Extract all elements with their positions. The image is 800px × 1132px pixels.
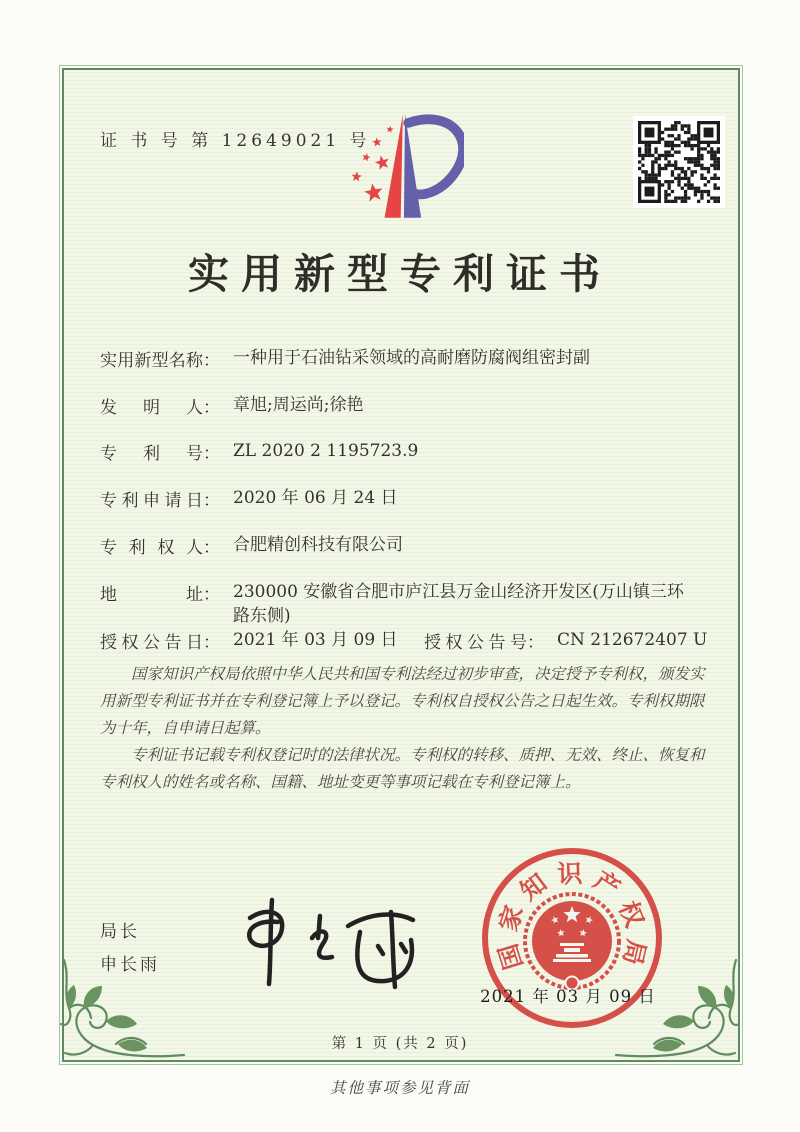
svg-text:识: 识 — [556, 859, 583, 889]
field-value: 230000 安徽省合肥市庐江县万金山经济开发区(万山镇三环路东侧) — [233, 582, 684, 626]
field-label: 实用新型名称 — [100, 351, 203, 371]
legal-text — [100, 661, 712, 796]
svg-text:知: 知 — [514, 867, 553, 907]
field-value: 一种用于石油钻采领域的高耐磨防腐阀组密封副 — [233, 348, 590, 368]
certificate-title: 实用新型专利证书 — [188, 250, 612, 298]
officer-title: 局长 — [100, 922, 140, 942]
seal-date: 2021 年 03 月 09 日 — [480, 987, 656, 1006]
field-row-address — [100, 580, 720, 628]
field-label: 专利号 — [100, 444, 203, 464]
officer-block — [100, 916, 160, 982]
grant-date-value: 2021 年 03 月 09 日 — [233, 630, 398, 650]
field-row-name — [100, 346, 720, 371]
cnipa-logo-icon — [346, 110, 464, 222]
field-label: 地址 — [100, 585, 203, 605]
field-colon: ： — [203, 491, 220, 511]
field-row-filing-date — [100, 486, 720, 511]
field-label: 专利权人 — [100, 538, 203, 558]
svg-text:局: 局 — [617, 936, 652, 968]
field-label: 专利申请日 — [100, 491, 203, 511]
field-colon: ： — [203, 351, 220, 371]
certificate-number: 证 书 号 第 12649021 号 — [100, 131, 371, 151]
field-row-inventor — [100, 393, 720, 418]
legal-paragraph-2: 专利证书记载专利权登记时的法律状况。专利权的转移、质押、无效、终止、恢复和专利权人的姓名或名称、国籍、地址变更等事项记载在专利登记簿上。 — [100, 746, 705, 791]
svg-text:权: 权 — [613, 896, 650, 932]
field-label: 授权公告日 — [100, 633, 203, 653]
svg-text:国: 国 — [493, 940, 529, 973]
field-value: ZL 2020 2 1195723.9 — [233, 441, 419, 461]
field-value: 合肥精创科技有限公司 — [233, 535, 403, 555]
grant-no-value: CN 212672407 U — [557, 630, 708, 650]
officer-name: 申长雨 — [100, 955, 160, 975]
field-value: 2020 年 06 月 24 日 — [233, 488, 398, 508]
qr-code-icon — [633, 116, 725, 208]
field-colon: ： — [527, 633, 544, 653]
field-row-patent-no — [100, 439, 720, 464]
field-label: 发明人 — [100, 398, 203, 418]
svg-text:家: 家 — [493, 901, 529, 935]
field-colon: ： — [203, 585, 220, 605]
field-value: 章旭;周运尚;徐艳 — [233, 395, 364, 415]
field-colon: ： — [203, 444, 220, 464]
field-colon: ： — [203, 398, 220, 418]
page-number: 第 1 页 (共 2 页) — [331, 1036, 469, 1052]
field-colon: ： — [203, 633, 220, 653]
signature-icon — [220, 890, 420, 990]
field-colon: ： — [203, 538, 220, 558]
svg-text:产: 产 — [588, 865, 626, 904]
field-row-grant — [100, 628, 720, 653]
field-row-patentee — [100, 533, 720, 558]
field-label: 授权公告号 — [424, 633, 527, 653]
legal-paragraph-1: 国家知识产权局依照中华人民共和国专利法经过初步审查，决定授予专利权，颁发实用新型专利证书并在专利登记簿上予以登记。专利权自授权公告之日起生效。专利权期限为十年，自申请日起算。 — [100, 665, 705, 737]
back-side-note: 其他事项参见背面 — [329, 1079, 470, 1097]
